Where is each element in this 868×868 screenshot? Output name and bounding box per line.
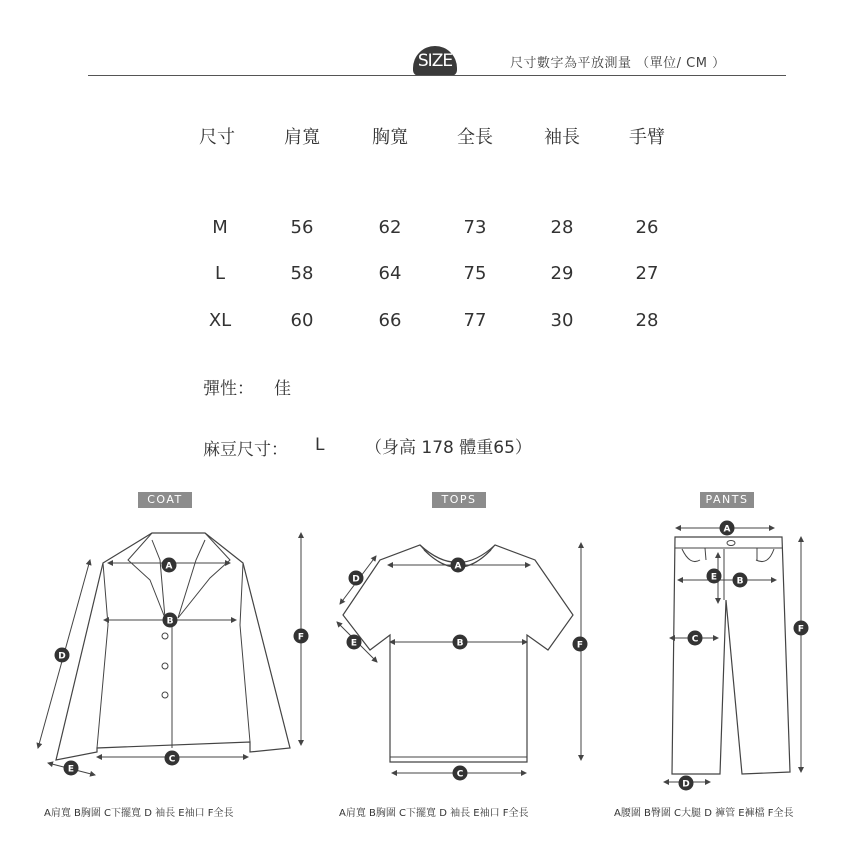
table-cell: XL — [208, 310, 232, 331]
svg-text:C: C — [691, 634, 699, 645]
svg-text:D: D — [58, 651, 66, 662]
table-cell: 60 — [290, 310, 314, 331]
header-length: 全長 — [457, 127, 493, 148]
model-size-label: 麻豆尺寸： — [203, 440, 288, 460]
svg-text:B: B — [166, 616, 174, 627]
table-cell: 28 — [635, 310, 659, 331]
coat-marker-a — [162, 558, 177, 573]
model-info: （身高 178 體重65） — [365, 438, 532, 458]
pants-caption: A腰圍 B臀圍 C大腿 D 褲管 E褲檔 F全長 — [614, 808, 794, 819]
table-cell: 73 — [463, 217, 487, 238]
svg-text:E: E — [350, 638, 358, 649]
header-sleeve: 袖長 — [544, 127, 580, 148]
header-chest: 胸寬 — [372, 127, 408, 148]
table-cell: 30 — [550, 310, 574, 331]
pants-marker-e — [707, 569, 722, 584]
tops-tag: TOPS — [432, 492, 486, 508]
svg-text:C: C — [168, 754, 176, 765]
table-cell: 66 — [378, 310, 402, 331]
header-arm: 手臂 — [629, 127, 665, 148]
tops-caption: A肩寬 B胸圍 C下擺寬 D 袖長 E袖口 F全長 — [339, 808, 529, 819]
pants-marker-b — [733, 573, 748, 588]
pants-marker-c — [688, 631, 703, 646]
pants-marker-f — [794, 621, 809, 636]
table-cell: 29 — [550, 263, 574, 284]
header-shoulder: 肩寬 — [284, 127, 320, 148]
table-cell: 56 — [290, 217, 314, 238]
svg-text:B: B — [456, 638, 464, 649]
svg-text:E: E — [67, 764, 75, 775]
svg-text:A: A — [723, 524, 731, 535]
table-cell: L — [214, 263, 226, 284]
svg-text:B: B — [736, 576, 744, 587]
coat-marker-f — [294, 629, 309, 644]
measurement-note: 尺寸數字為平放測量 （單位/ CM ） — [510, 56, 726, 71]
coat-marker-c — [165, 751, 180, 766]
elastic-label: 彈性： — [203, 379, 254, 399]
pants-diagram — [664, 528, 801, 782]
coat-marker-d — [55, 648, 70, 663]
tops-marker-f — [573, 637, 588, 652]
tops-marker-e — [347, 635, 362, 650]
svg-text:A: A — [454, 561, 462, 572]
size-badge: SIZE — [413, 46, 457, 76]
tops-diagram — [337, 543, 584, 773]
table-cell: 62 — [378, 217, 402, 238]
table-cell: 27 — [635, 263, 659, 284]
coat-marker-b — [163, 613, 178, 628]
coat-marker-e — [64, 761, 79, 776]
svg-text:A: A — [165, 561, 173, 572]
pants-marker-a — [720, 521, 735, 536]
coat-caption: A肩寬 B胸圍 C下擺寬 D 袖長 E袖口 F全長 — [44, 808, 234, 819]
svg-text:D: D — [682, 779, 690, 790]
table-cell: M — [212, 217, 228, 238]
table-cell: 26 — [635, 217, 659, 238]
table-cell: 75 — [463, 263, 487, 284]
svg-text:D: D — [352, 574, 360, 585]
svg-text:C: C — [456, 769, 464, 780]
svg-text:F: F — [576, 640, 584, 651]
table-cell: 64 — [378, 263, 402, 284]
pants-tag: PANTS — [700, 492, 754, 508]
model-size-value: L — [315, 435, 325, 455]
header-size: 尺寸 — [199, 127, 235, 148]
coat-tag: COAT — [138, 492, 192, 508]
table-cell: 58 — [290, 263, 314, 284]
tops-marker-b — [453, 635, 468, 650]
tops-marker-c — [453, 766, 468, 781]
elastic-value: 佳 — [274, 379, 291, 399]
tops-marker-d — [349, 571, 364, 586]
svg-text:E: E — [710, 572, 718, 583]
svg-text:F: F — [297, 632, 305, 643]
pants-marker-d — [679, 776, 694, 791]
table-cell: 28 — [550, 217, 574, 238]
svg-text:F: F — [797, 624, 805, 635]
table-cell: 77 — [463, 310, 487, 331]
tops-marker-a — [451, 558, 466, 573]
